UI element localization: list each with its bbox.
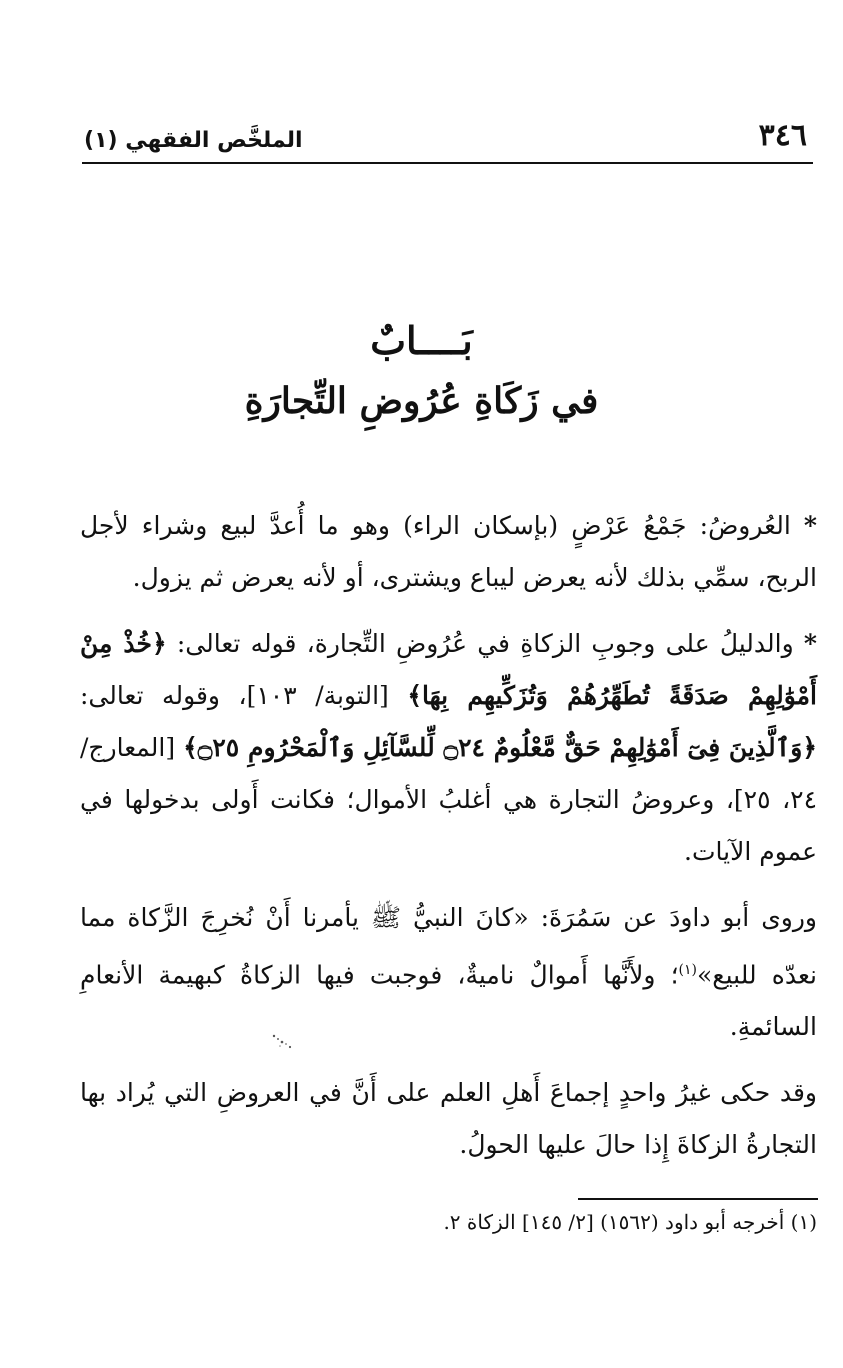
body-text: [80, 500, 817, 1185]
chapter-title: في زَكَاةِ عُرُوضِ التِّجارَةِ: [244, 380, 599, 422]
footnote: (١) أخرجه أبو داود (١٥٦٢) [٢/ ١٤٥] الزكاة ٢.: [443, 1210, 817, 1234]
page-number: ٣٤٦: [758, 118, 807, 153]
paragraph-marker: *: [803, 511, 817, 540]
paragraph-text: وعروضُ التجارة هي أغلبُ الأموال؛ فكانت أَولى بدخولها في عموم الآيات.: [80, 785, 817, 866]
footnote-divider: [578, 1198, 818, 1200]
book-title: الملخَّص الفقهي (١): [84, 128, 303, 153]
header-divider: [82, 162, 813, 164]
paragraph-definition: [80, 500, 817, 604]
paragraph-evidence: [80, 618, 817, 878]
paragraph-consensus: [80, 1067, 817, 1171]
paragraph-text: وروى أبو داودَ عن سَمُرَةَ: «كانَ النبيُّ ﷺ يأمرنا أَنْ نُخرِجَ الزَّكاة مما نعدّه للبيع»: [80, 903, 817, 990]
paragraph-marker: *: [803, 629, 817, 658]
paragraph-text: والدليلُ على وجوبِ الزكاةِ في عُرُوضِ التِّجارة، قوله تعالى:: [176, 629, 794, 658]
running-header: [82, 118, 813, 164]
paragraph-text: العُروضُ: جَمْعُ عَرْضٍ (بإسكان الراء) وهو ما أُعدَّ لبيع وشراء لأجل الربح، سمِّي بذلك لأنه يعرض ليباع ويشترى، أو لأنه يعرض ثم يزول.: [80, 511, 817, 592]
paragraph-text: وقد حكى غيرُ واحدٍ إجماعَ أَهلِ العلم على أَنَّ في العروضِ التي يُراد بها التجارةُ الزكاةَ إِذا حالَ عليها الحولُ.: [80, 1078, 817, 1160]
scan-speck: [268, 1030, 298, 1054]
chapter-label: بَــــابٌ: [370, 318, 473, 363]
verse-reference: [التوبة/ ١٠٣]، وقوله تعالى:: [80, 681, 389, 710]
verse-reference: [المعارج/ ٢٤، ٢٥]،: [80, 733, 818, 814]
paragraph-hadith: [80, 892, 817, 1053]
quran-verse: ﴿خُذْ مِنْ أَمْوَٰلِهِمْ صَدَقَةً تُطَهِّرُهُمْ وَتُزَكِّيهِم بِهَا﴾: [80, 629, 817, 710]
paragraph-text: ؛ ولأَنَّها أَموالٌ ناميةٌ، فوجبت فيها الزكاةُ كبهيمة الأنعامِ السائمةِ.: [80, 960, 817, 1042]
footnote-reference[interactable]: (١): [678, 962, 698, 978]
quran-verse: ﴿وَٱلَّذِينَ فِىٓ أَمْوَٰلِهِمْ حَقٌّ مَّعْلُومٌ ۝٢٤ لِّلسَّآئِلِ وَٱلْمَحْرُومِ ۝٢٥﴾: [183, 733, 817, 762]
